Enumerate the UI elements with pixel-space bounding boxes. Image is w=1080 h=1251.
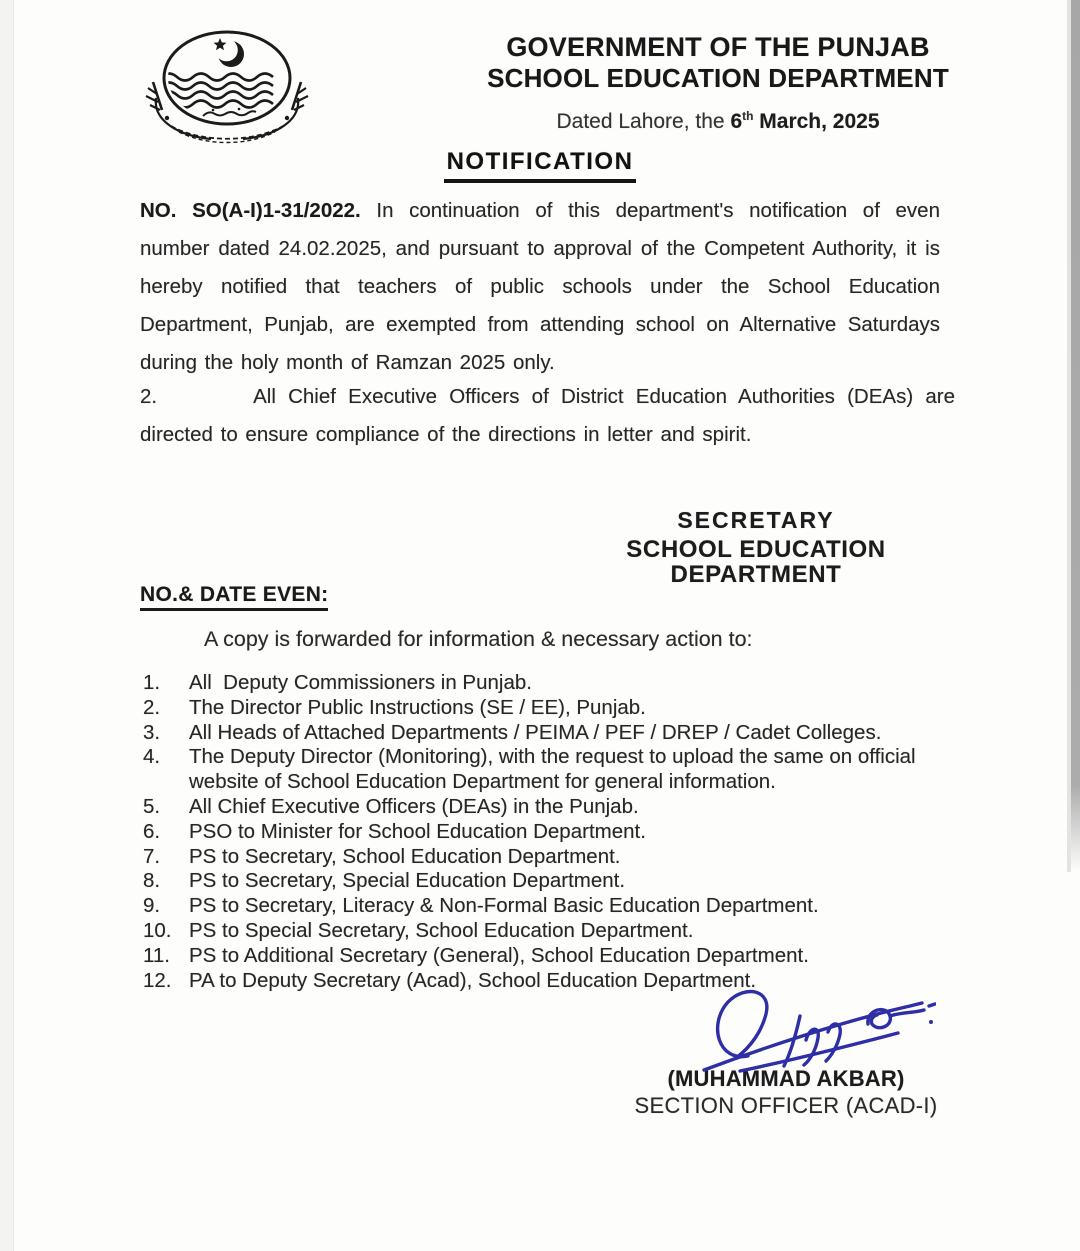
- item-text: PA to Deputy Secretary (Acad), School Education Department.: [189, 968, 757, 992]
- authority-department: SCHOOL EDUCATION DEPARTMENT: [626, 536, 886, 588]
- photo-right-edge: [1067, 0, 1080, 872]
- item-text: The Director Public Instructions (SE / EE), Punjab.: [189, 695, 646, 719]
- item-text: PS to Additional Secretary (General), School Education Department.: [189, 943, 809, 967]
- reference-number: NO. SO(A-I)1-31/2022.: [140, 199, 361, 222]
- item-text: The Deputy Director (Monitoring), with the request to upload the same on official website of School Education Department for general information.: [189, 745, 916, 794]
- list-item: [143, 795, 955, 820]
- notification-heading: NOTIFICATION: [444, 148, 637, 183]
- distribution-ref-label: NO.& DATE EVEN:: [140, 583, 328, 611]
- item-number: 8.: [143, 869, 161, 893]
- body-paragraph-1: [140, 192, 940, 382]
- signatory-title: SECTION OFFICER (ACAD-I): [634, 1093, 938, 1118]
- item-number: 9.: [143, 894, 161, 918]
- list-item: [143, 745, 955, 795]
- item-text: PS to Secretary, Special Education Department.: [189, 869, 626, 893]
- item-text: PSO to Minister for School Education Department.: [189, 819, 646, 843]
- item-number: 12.: [143, 968, 172, 992]
- list-item: [143, 671, 955, 696]
- item-number: 4.: [143, 745, 161, 769]
- dateline-prefix: Dated Lahore, the: [556, 110, 731, 133]
- item-number: 6.: [143, 819, 161, 843]
- distribution-intro: A copy is forwarded for information & necessary action to:: [204, 627, 753, 651]
- letterhead: [478, 33, 958, 134]
- item-text: PS to Special Secretary, School Education Department.: [189, 918, 694, 942]
- item-number: 3.: [143, 720, 161, 744]
- item-number: 2.: [143, 695, 161, 719]
- distribution-list: [143, 671, 955, 993]
- org-name-line1: GOVERNMENT OF THE PUNJAB: [506, 32, 930, 62]
- dateline-day: 6: [730, 110, 743, 133]
- item-number: 7.: [143, 844, 161, 868]
- list-item: [143, 721, 955, 746]
- list-item: [143, 869, 955, 894]
- item-number: 11.: [143, 943, 170, 967]
- item-text: All Chief Executive Officers (DEAs) in the Punjab.: [189, 794, 639, 818]
- list-item: [143, 919, 955, 944]
- authority-block: [556, 508, 956, 587]
- signatory-name: (MUHAMMAD AKBAR): [667, 1066, 905, 1091]
- org-name-line2: SCHOOL EDUCATION DEPARTMENT: [487, 63, 949, 93]
- item-number: 1.: [143, 671, 161, 694]
- dateline-ordinal: th: [742, 109, 754, 123]
- photo-left-edge: [0, 0, 14, 1251]
- list-item: [143, 944, 955, 969]
- item-number: 10.: [143, 918, 172, 942]
- list-item: [143, 820, 955, 845]
- list-item: [143, 696, 955, 721]
- authority-title: SECRETARY: [677, 507, 835, 533]
- item-text: All Deputy Commissioners in Punjab.: [189, 671, 532, 694]
- paragraph-1-text: In continuation of this department's notification of even number dated 24.02.2025, and pursuant to approval of the Competent Authority, it is hereby notified that teachers of public schools under the School Education Department, Punjab, are exempted from attending school on Alternative Saturdays during the holy month of Ramzan 2025 only.: [140, 199, 940, 374]
- item-text: PS to Secretary, Literacy & Non-Formal Basic Education Department.: [189, 894, 819, 918]
- paragraph-2-number: 2.: [140, 385, 158, 408]
- dateline: [478, 110, 958, 134]
- dateline-rest: March, 2025: [753, 110, 880, 133]
- paragraph-2-text: All Chief Executive Officers of District Education Authorities (DEAs) are directed to ensure compliance of the directions in letter and spirit.: [140, 385, 955, 446]
- item-number: 5.: [143, 794, 161, 818]
- body-paragraph-2: [140, 378, 955, 454]
- signature-ink-icon: [688, 982, 936, 1074]
- list-item: [143, 845, 955, 870]
- punjab-emblem-icon: [141, 26, 313, 146]
- notification-heading-wrap: [140, 148, 940, 183]
- item-text: All Heads of Attached Departments / PEIMA / PEF / DREP / Cadet Colleges.: [189, 720, 882, 744]
- item-text: PS to Secretary, School Education Department.: [189, 844, 621, 868]
- list-item: [143, 894, 955, 919]
